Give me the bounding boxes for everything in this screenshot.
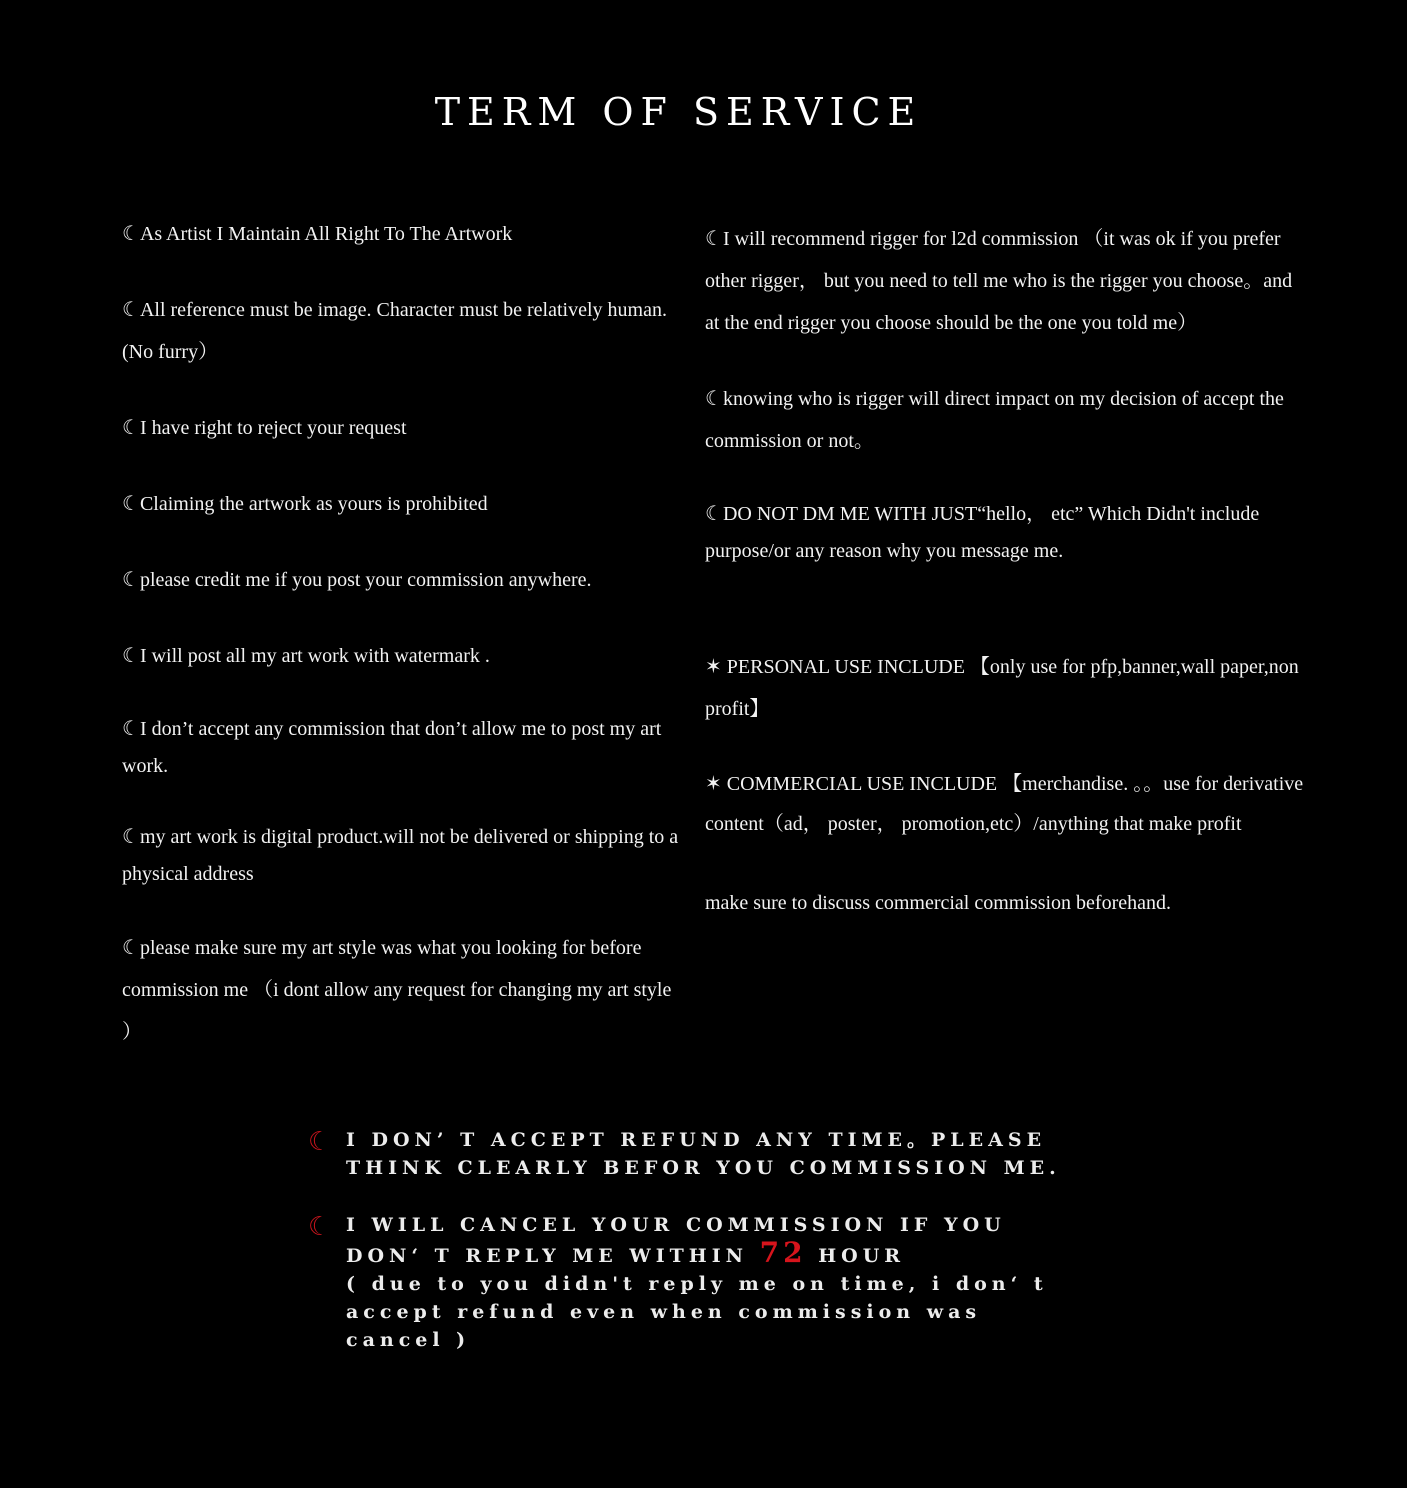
rule-item: ☾DO NOT DM ME WITH JUST“hello， etc” Which Didn't include purpose/or any reason why you message me. <box>705 503 1260 562</box>
crescent-moon-icon: ☾ <box>122 299 140 321</box>
rule-item: ☾Claiming the artwork as yours is prohibited <box>122 493 488 515</box>
page-title: TERM OF SERVICE <box>434 90 923 134</box>
hour-count: 72 <box>759 1236 807 1269</box>
left-rules-column <box>122 213 682 1053</box>
rule-item: ☾I will post all my art work with watermark . <box>122 645 490 667</box>
rule-item: ☾All reference must be image. Character must be relatively human.(No furry） <box>122 299 667 363</box>
crescent-moon-icon: ☾ <box>122 493 140 515</box>
crescent-moon-icon: ☾ <box>122 223 140 245</box>
personal-use-item: ✶ PERSONAL USE INCLUDE 【only use for pfp,banner,wall paper,non profit】 <box>705 656 1299 720</box>
rule-item: ☾please make sure my art style was what you looking for before commission me （i dont allow any request for changing my art style ） <box>122 937 672 1043</box>
cancel-notice-detail: ( due to you didn't reply me on time, i don‘ t accept refund even when commission was cancel ) <box>346 1273 1048 1351</box>
crescent-moon-icon: ☾ <box>705 503 723 525</box>
crescent-moon-icon: ☾ <box>705 228 723 250</box>
crescent-moon-icon: ☾ <box>122 937 140 959</box>
star-icon: ✶ <box>705 773 722 795</box>
crescent-moon-icon: ☾ <box>122 569 140 591</box>
crescent-moon-icon: ☾ <box>122 417 140 439</box>
crescent-moon-icon: ☾ <box>705 388 723 410</box>
rule-item: ☾please credit me if you post your commission anywhere. <box>122 569 592 591</box>
rule-item: ☾I don’t accept any commission that don’t allow me to post my art work. <box>122 718 662 777</box>
red-crescent-moon-icon: ☾ <box>308 1127 332 1157</box>
refund-notice: ☾ I DON’ T ACCEPT REFUND ANY TIME。PLEASE THINK CLEARLY BEFOR YOU COMMISSION ME. <box>308 1127 1061 1179</box>
rule-item: ☾I will recommend rigger for l2d commission （it was ok if you prefer other rigger， but you need to tell me who is the rigger you choose。and at the end rigger you choose should be the one you told me） <box>705 228 1293 334</box>
rule-item: ☾I have right to reject your request <box>122 417 407 439</box>
rule-item: ☾knowing who is rigger will direct impact on my decision of accept the commission or not。 <box>705 388 1284 452</box>
crescent-moon-icon: ☾ <box>122 645 140 667</box>
crescent-moon-icon: ☾ <box>122 826 140 848</box>
commercial-note: make sure to discuss commercial commission beforehand. <box>705 892 1171 914</box>
rule-item: ☾my art work is digital product.will not be delivered or shipping to a physical address <box>122 826 679 885</box>
cancel-notice: ☾ I WILL CANCEL YOUR COMMISSION IF YOU DON‘ T REPLY ME WITHIN 72 HOUR ( due to you didn't reply me on time, i don‘ t accept refund even when commission was cancel ) <box>308 1212 1048 1351</box>
star-icon: ✶ <box>705 656 722 678</box>
red-crescent-moon-icon: ☾ <box>308 1212 332 1242</box>
crescent-moon-icon: ☾ <box>122 718 140 740</box>
rule-item: ☾As Artist I Maintain All Right To The Artwork <box>122 223 513 245</box>
commercial-use-item: ✶ COMMERCIAL USE INCLUDE 【merchandise. 。。use for derivative content（ad， poster， promotion,etc）/anything that make profit <box>705 773 1304 835</box>
right-rules-column <box>705 218 1310 924</box>
